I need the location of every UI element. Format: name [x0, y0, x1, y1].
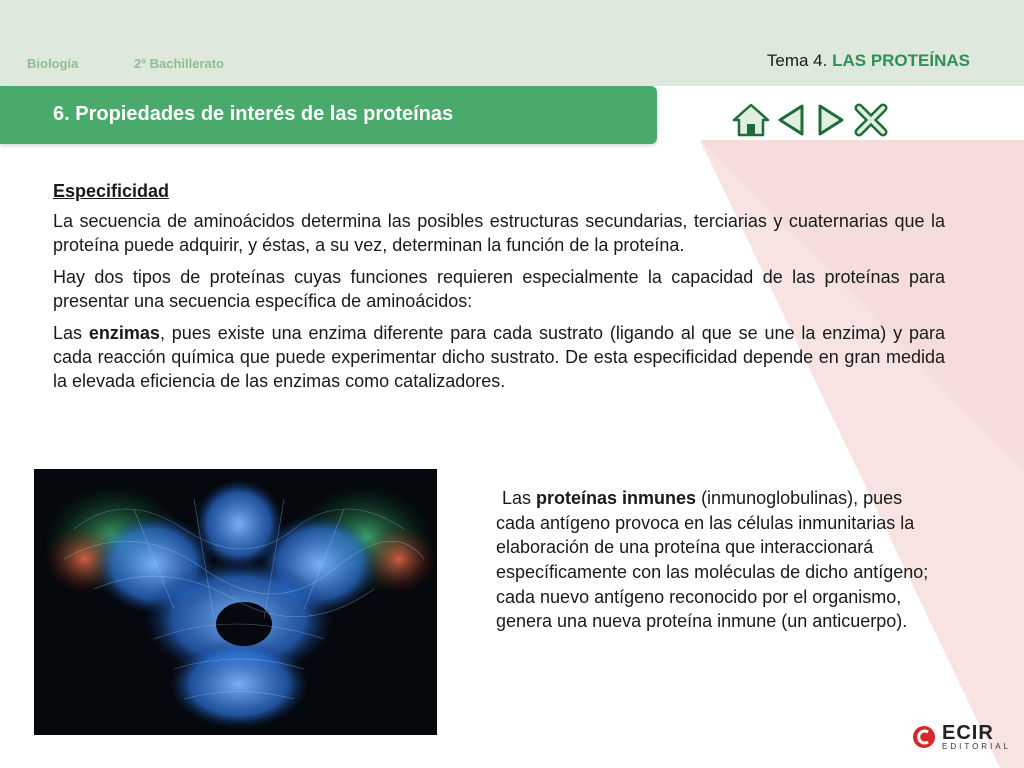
home-button[interactable] [731, 100, 771, 140]
caption-text: (inmunoglobulinas), pues cada antígeno provoca en las células inmunitarias la elaboración de una proteína que interaccionará específicamente con las moléculas de dicho antígeno; cada nuevo antígeno reconocido por el organismo, genera una nueva proteína inmune (un anticuerpo). [496, 488, 929, 632]
publisher-logo [912, 723, 1011, 751]
next-arrow-icon [816, 103, 846, 137]
next-button[interactable] [811, 100, 851, 140]
logo-subtitle: EDITORIAL [942, 742, 1012, 751]
ecir-logo-icon [912, 725, 936, 749]
antibody-illustration [34, 469, 437, 735]
logo-name: ECIR [942, 722, 994, 744]
main-content [53, 180, 945, 402]
topic-title [767, 51, 970, 71]
content-heading: Especificidad [53, 181, 170, 201]
topic-prefix: Tema 4. [766, 51, 828, 70]
previous-button[interactable] [771, 100, 811, 140]
enzymes-term: enzimas [88, 322, 160, 343]
top-header-bar [0, 0, 1024, 86]
antibody-structure-image [34, 469, 437, 735]
course-label: 2º Bachillerato [134, 56, 225, 71]
paragraph-sequence: La secuencia de aminoácidos determina las posibles estructuras secundarias, terciarias y cuaternarias que la proteína puede adquirir, y éstas, a su vez, determinan la función de la proteína. [53, 210, 945, 255]
immune-proteins-caption [496, 486, 946, 634]
topic-name: LAS PROTEÍNAS [832, 51, 970, 70]
prev-arrow-icon [776, 103, 806, 137]
caption-intro: Las [502, 488, 537, 508]
enzymes-intro: Las [53, 322, 89, 343]
caption-term: proteínas inmunes [536, 488, 697, 508]
enzymes-text: , pues existe una enzima diferente para cada sustrato (ligando al que se une la enzima) y para cada reacción química que puede experimentar dicho sustrato. De esta especificidad depende en gran medida la elevada eficiencia de las enzimas como catalizadores. [53, 322, 945, 391]
home-icon [732, 103, 770, 137]
close-button[interactable] [851, 100, 891, 140]
subject-label: Biología [27, 56, 79, 71]
navigation-toolbar [731, 100, 891, 140]
paragraph-enzymes [53, 322, 945, 394]
section-title: 6. Propiedades de interés de las proteínas [53, 103, 454, 125]
section-title-bar [0, 86, 657, 144]
close-icon [854, 103, 888, 137]
paragraph-two-types: Hay dos tipos de proteínas cuyas funciones requieren especialmente la capacidad de las proteínas para presentar una secuencia específica de aminoácidos: [53, 266, 945, 311]
